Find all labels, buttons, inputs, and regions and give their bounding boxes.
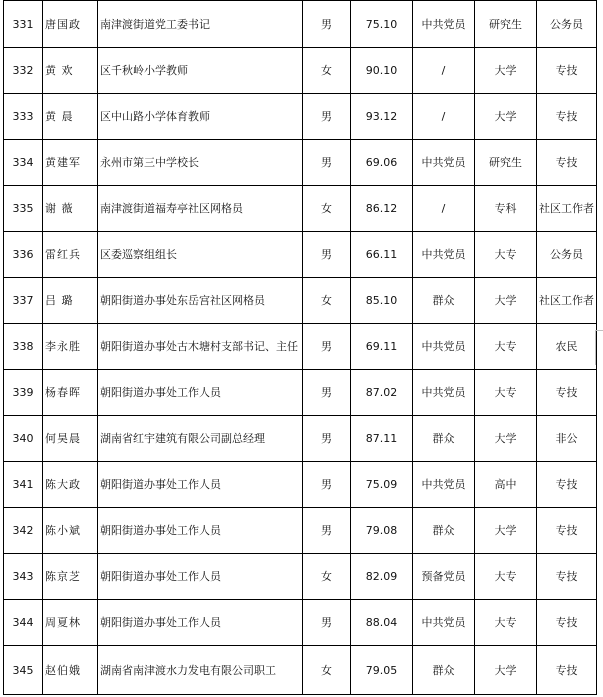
education-cell: 大专 [475,370,537,416]
political-status-cell: 中共党员 [413,370,475,416]
political-status-cell: 群众 [413,416,475,462]
political-status-cell: 中共党员 [413,600,475,646]
serial-number-cell: 341 [4,462,43,508]
serial-number-cell: 331 [4,1,43,48]
gender-cell: 男 [303,508,351,554]
position-cell: 朝阳街道办事处工作人员 [98,600,303,646]
education-cell: 大学 [475,278,537,324]
category-cell: 社区工作者 [537,186,597,232]
score-cell: 69.11 [351,324,413,370]
political-status-cell: 群众 [413,278,475,324]
political-status-cell: 中共党员 [413,232,475,278]
political-status-cell: 中共党员 [413,140,475,186]
table-row [4,462,597,508]
table-row [4,646,597,695]
education-cell: 大专 [475,554,537,600]
score-cell: 86.12 [351,186,413,232]
political-status-cell: / [413,94,475,140]
category-cell: 农民 [537,324,597,370]
category-cell: 社区工作者 [537,278,597,324]
position-cell: 湖南省红宇建筑有限公司副总经理 [98,416,303,462]
serial-number-cell: 332 [4,48,43,94]
position-cell: 朝阳街道办事处古木塘村支部书记、主任 [98,324,303,370]
score-cell: 85.10 [351,278,413,324]
position-cell: 南津渡街道福寿亭社区网格员 [98,186,303,232]
position-cell: 区千秋岭小学教师 [98,48,303,94]
score-cell: 87.02 [351,370,413,416]
page-edge-mark [595,330,603,365]
table-row [4,278,597,324]
score-cell: 75.10 [351,1,413,48]
serial-number-cell: 333 [4,94,43,140]
score-cell: 79.05 [351,646,413,695]
name-cell: 杨春晖 [43,370,98,416]
score-cell: 88.04 [351,600,413,646]
score-cell: 66.11 [351,232,413,278]
position-cell: 湖南省南津渡水力发电有限公司职工 [98,646,303,695]
gender-cell: 女 [303,186,351,232]
education-cell: 高中 [475,462,537,508]
category-cell: 专技 [537,600,597,646]
table-row [4,508,597,554]
roster-body [4,1,597,695]
score-cell: 79.08 [351,508,413,554]
education-cell: 研究生 [475,1,537,48]
political-status-cell: / [413,48,475,94]
name-cell: 吕 璐 [43,278,98,324]
serial-number-cell: 345 [4,646,43,695]
score-cell: 90.10 [351,48,413,94]
political-status-cell: 中共党员 [413,1,475,48]
name-cell: 黄 欢 [43,48,98,94]
serial-number-cell: 338 [4,324,43,370]
education-cell: 大学 [475,416,537,462]
score-cell: 93.12 [351,94,413,140]
table-row [4,416,597,462]
name-cell: 雷红兵 [43,232,98,278]
name-cell: 黄 晨 [43,94,98,140]
political-status-cell: 中共党员 [413,324,475,370]
serial-number-cell: 342 [4,508,43,554]
serial-number-cell: 336 [4,232,43,278]
education-cell: 专科 [475,186,537,232]
gender-cell: 男 [303,140,351,186]
education-cell: 大专 [475,324,537,370]
gender-cell: 女 [303,278,351,324]
gender-cell: 女 [303,48,351,94]
political-status-cell: 群众 [413,646,475,695]
political-status-cell: 中共党员 [413,462,475,508]
category-cell: 专技 [537,48,597,94]
name-cell: 周夏林 [43,600,98,646]
table-row [4,1,597,48]
score-cell: 87.11 [351,416,413,462]
position-cell: 朝阳街道办事处工作人员 [98,554,303,600]
name-cell: 谢 薇 [43,186,98,232]
category-cell: 专技 [537,140,597,186]
gender-cell: 男 [303,1,351,48]
gender-cell: 男 [303,324,351,370]
table-row [4,554,597,600]
serial-number-cell: 335 [4,186,43,232]
table-row [4,186,597,232]
gender-cell: 女 [303,646,351,695]
education-cell: 大学 [475,48,537,94]
gender-cell: 男 [303,232,351,278]
gender-cell: 男 [303,370,351,416]
category-cell: 专技 [537,554,597,600]
table-row [4,140,597,186]
roster-table [3,0,597,695]
name-cell: 陈小斌 [43,508,98,554]
education-cell: 大学 [475,94,537,140]
position-cell: 朝阳街道办事处工作人员 [98,462,303,508]
table-row [4,324,597,370]
category-cell: 专技 [537,370,597,416]
score-cell: 69.06 [351,140,413,186]
political-status-cell: / [413,186,475,232]
category-cell: 非公 [537,416,597,462]
serial-number-cell: 344 [4,600,43,646]
category-cell: 专技 [537,94,597,140]
serial-number-cell: 340 [4,416,43,462]
position-cell: 区委巡察组组长 [98,232,303,278]
education-cell: 大专 [475,232,537,278]
position-cell: 区中山路小学体育教师 [98,94,303,140]
political-status-cell: 预备党员 [413,554,475,600]
name-cell: 唐国政 [43,1,98,48]
education-cell: 大专 [475,600,537,646]
category-cell: 公务员 [537,1,597,48]
table-row [4,94,597,140]
name-cell: 赵伯娥 [43,646,98,695]
table-row [4,370,597,416]
category-cell: 专技 [537,508,597,554]
education-cell: 大学 [475,508,537,554]
gender-cell: 男 [303,94,351,140]
score-cell: 75.09 [351,462,413,508]
serial-number-cell: 343 [4,554,43,600]
category-cell: 专技 [537,462,597,508]
table-row [4,232,597,278]
serial-number-cell: 337 [4,278,43,324]
name-cell: 陈京芝 [43,554,98,600]
name-cell: 何昊晨 [43,416,98,462]
name-cell: 黄建军 [43,140,98,186]
education-cell: 研究生 [475,140,537,186]
position-cell: 永州市第三中学校长 [98,140,303,186]
position-cell: 朝阳街道办事处工作人员 [98,370,303,416]
name-cell: 李永胜 [43,324,98,370]
category-cell: 公务员 [537,232,597,278]
table-row [4,48,597,94]
category-cell: 专技 [537,646,597,695]
gender-cell: 男 [303,600,351,646]
serial-number-cell: 339 [4,370,43,416]
political-status-cell: 群众 [413,508,475,554]
position-cell: 朝阳街道办事处东岳宫社区网格员 [98,278,303,324]
education-cell: 大学 [475,646,537,695]
name-cell: 陈大政 [43,462,98,508]
table-row [4,600,597,646]
position-cell: 朝阳街道办事处工作人员 [98,508,303,554]
gender-cell: 女 [303,554,351,600]
gender-cell: 男 [303,462,351,508]
score-cell: 82.09 [351,554,413,600]
serial-number-cell: 334 [4,140,43,186]
gender-cell: 男 [303,416,351,462]
position-cell: 南津渡街道党工委书记 [98,1,303,48]
